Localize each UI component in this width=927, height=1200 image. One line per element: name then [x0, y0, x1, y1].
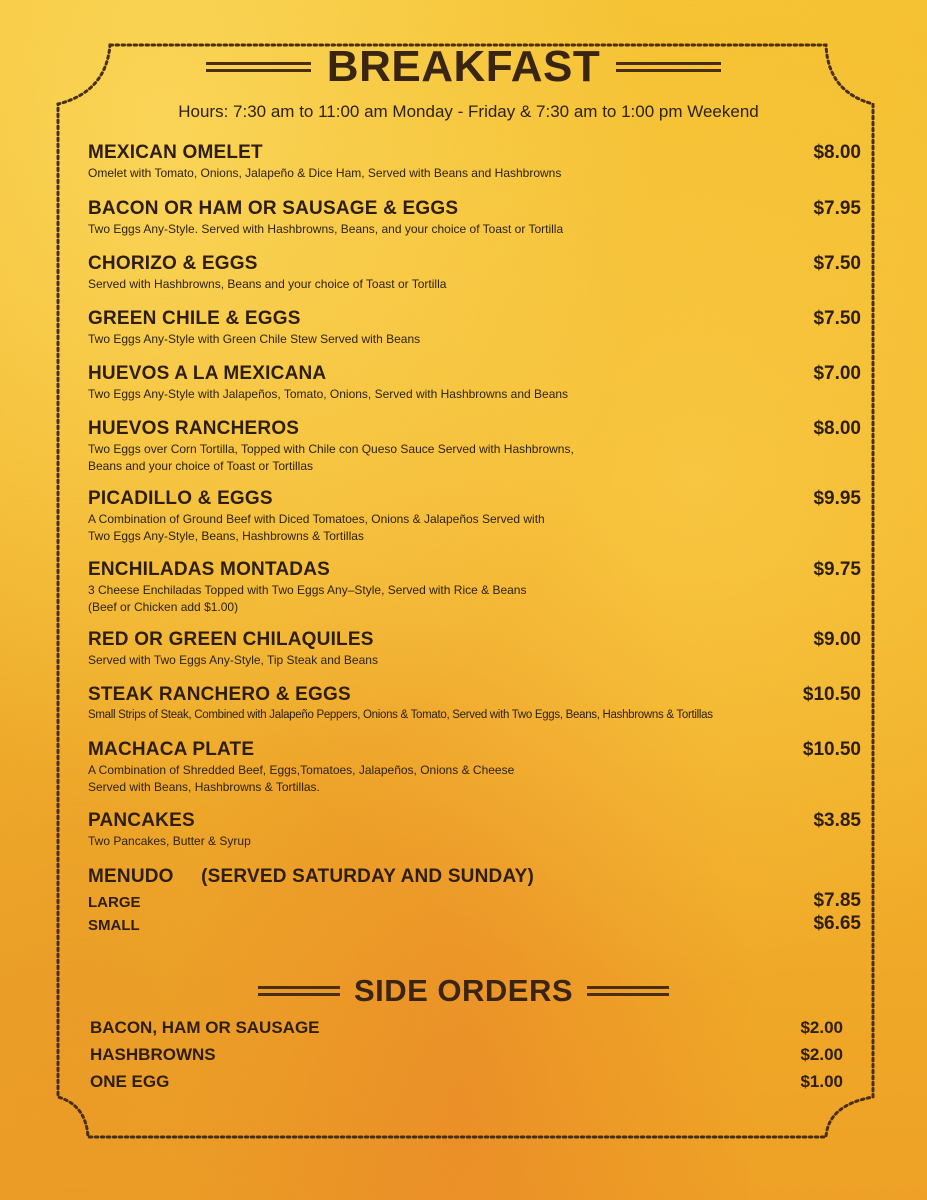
item-name: MACHACA PLATE — [88, 739, 255, 760]
menudo-heading — [88, 866, 861, 888]
item-description: Small Strips of Steak, Combined with Jalapeño Peppers, Onions & Tomato, Served with Two Eggs, Beans, Hashbrowns & Tortillas — [88, 709, 713, 721]
side-name: ONE EGG — [90, 1072, 170, 1091]
menu-item — [88, 363, 861, 402]
item-name: CHORIZO & EGGS — [88, 253, 258, 274]
size-label: SMALL — [88, 917, 140, 934]
item-description: A Combination of Ground Beef with Diced Tomatoes, Onions & Jalapeños Served with — [88, 512, 545, 526]
item-description: Two Eggs over Corn Tortilla, Topped with Chile con Queso Sauce Served with Hashbrowns, — [88, 442, 574, 456]
item-name: MENUDO — [88, 866, 174, 887]
side-item — [90, 1018, 843, 1045]
menu-item — [88, 629, 861, 668]
side-name: HASHBROWNS — [90, 1045, 216, 1064]
item-description: Two Eggs Any-Style with Green Chile Stew Served with Beans — [88, 332, 421, 346]
item-name: RED OR GREEN CHILAQUILES — [88, 629, 374, 650]
size-label: LARGE — [88, 894, 141, 911]
menudo-size-row — [88, 890, 861, 912]
item-description: A Combination of Shredded Beef, Eggs,Tomatoes, Jalapeños, Onions & Cheese — [88, 763, 515, 777]
menu-item — [88, 739, 861, 795]
item-name: MEXICAN OMELET — [88, 142, 263, 163]
breakfast-hours: Hours: 7:30 am to 11:00 am Monday - Friday & 7:30 am to 1:00 pm Weekend — [178, 102, 759, 121]
side-name: BACON, HAM OR SAUSAGE — [90, 1018, 320, 1037]
item-description: Served with Beans, Hashbrowns & Tortillas. — [88, 780, 320, 794]
title-rule-right — [587, 986, 669, 996]
title-rule-left — [258, 986, 340, 996]
size-price: $7.85 — [813, 890, 861, 911]
menu-item — [88, 198, 861, 237]
item-price: $7.95 — [813, 198, 861, 219]
title-rule-right — [616, 62, 721, 72]
item-price: $8.00 — [813, 418, 861, 439]
item-description: Beans and your choice of Toast or Tortillas — [88, 459, 314, 473]
item-price: $7.50 — [813, 308, 861, 329]
menudo-size-row — [88, 913, 861, 935]
item-name: HUEVOS RANCHEROS — [88, 418, 300, 439]
menu-item — [88, 418, 861, 474]
item-name: BACON OR HAM OR SAUSAGE & EGGS — [88, 198, 459, 219]
menu-item — [88, 488, 861, 544]
menu-item — [88, 559, 861, 615]
item-price: $8.00 — [813, 142, 861, 163]
side-price: $2.00 — [800, 1045, 843, 1064]
item-name: ENCHILADAS MONTADAS — [88, 559, 330, 580]
side-orders-list — [90, 1018, 843, 1099]
item-name: HUEVOS A LA MEXICANA — [88, 363, 327, 384]
item-name: PANCAKES — [88, 810, 195, 831]
menu-item — [88, 142, 861, 181]
item-description: Served with Hashbrowns, Beans and your choice of Toast or Tortilla — [88, 277, 447, 291]
item-description: Omelet with Tomato, Onions, Jalapeño & Dice Ham, Served with Beans and Hashbrowns — [88, 166, 562, 180]
side-item — [90, 1072, 843, 1099]
menu-item — [88, 684, 861, 723]
item-description: Two Pancakes, Butter & Syrup — [88, 834, 251, 848]
item-description: Two Eggs Any-Style. Served with Hashbrowns, Beans, and your choice of Toast or Tortilla — [88, 222, 564, 236]
item-description: Two Eggs Any-Style with Jalapeños, Tomato, Onions, Served with Hashbrowns and Beans — [88, 387, 569, 401]
size-price: $6.65 — [813, 913, 861, 934]
item-description: Served with Two Eggs Any-Style, Tip Steak and Beans — [88, 653, 378, 667]
menu-item — [88, 810, 861, 849]
side-item — [90, 1045, 843, 1072]
item-name: PICADILLO & EGGS — [88, 488, 273, 509]
item-price: $7.00 — [813, 363, 861, 384]
item-name: GREEN CHILE & EGGS — [88, 308, 301, 329]
item-price: $3.85 — [813, 810, 861, 831]
item-price: $7.50 — [813, 253, 861, 274]
breakfast-title: BREAKFAST — [326, 42, 601, 91]
item-price: $10.50 — [802, 684, 861, 705]
menudo-note: (SERVED SATURDAY AND SUNDAY) — [201, 866, 535, 887]
item-price: $10.50 — [802, 739, 861, 760]
menudo-item — [88, 866, 861, 888]
item-price: $9.95 — [813, 488, 861, 509]
breakfast-header — [0, 42, 927, 92]
side-price: $1.00 — [800, 1072, 843, 1091]
title-rule-left — [206, 62, 311, 72]
side-orders-header — [0, 973, 927, 1009]
item-price: $9.00 — [813, 629, 861, 650]
side-price: $2.00 — [800, 1018, 843, 1037]
item-description: 3 Cheese Enchiladas Topped with Two Eggs Any–Style, Served with Rice & Beans — [88, 583, 527, 597]
item-description: (Beef or Chicken add $1.00) — [88, 600, 239, 614]
side-orders-title: SIDE ORDERS — [353, 973, 574, 1008]
item-description: Two Eggs Any-Style, Beans, Hashbrowns & Tortillas — [88, 529, 364, 543]
menu-item — [88, 253, 861, 292]
item-name: STEAK RANCHERO & EGGS — [88, 684, 351, 705]
item-price: $9.75 — [813, 559, 861, 580]
menu-item — [88, 308, 861, 347]
